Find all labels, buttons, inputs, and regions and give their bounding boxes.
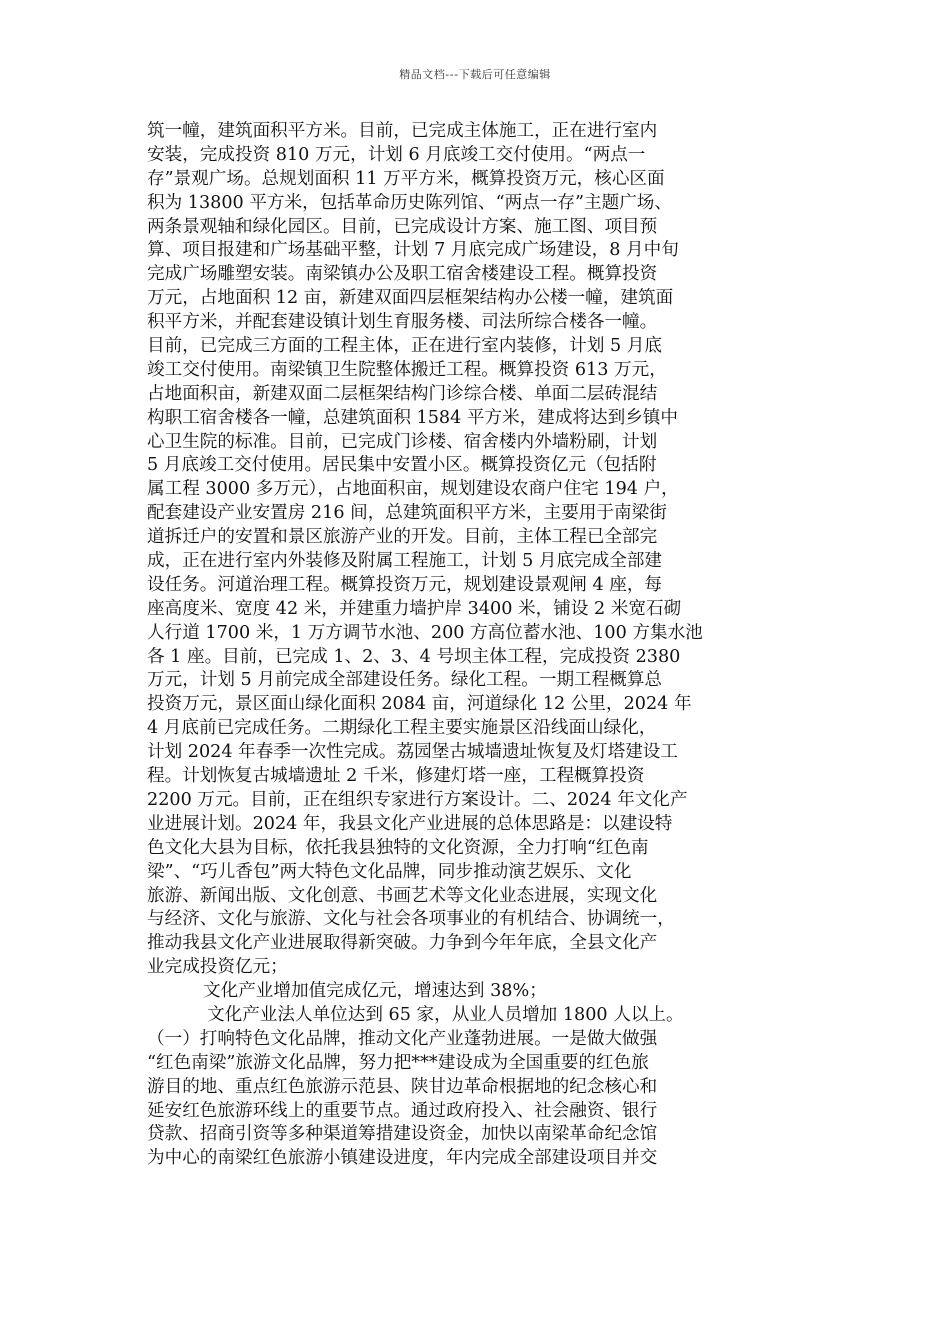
text-line: 计划 2024 年春季一次性完成。荔园堡古城墙遗址恢复及灯塔建设工 [147,742,678,763]
text-line: 筑一幢，建筑面积平方米。目前，已完成主体施工，正在进行室内 [147,121,658,141]
text-line: 游目的地、重点红色旅游示范县、陕甘边革命根据地的纪念核心和 [147,1076,658,1097]
text-line: 人行道 1700 米，1 万方调节水池、200 方高位蓄水池、100 方集水池 [147,622,703,643]
text-line: 成，正在进行室内外装修及附属工程施工，计划 5 月底完成全部建 [147,551,663,572]
text-line: 为中心的南梁红色旅游小镇建设进度，年内完成全部建设项目并交 [147,1148,658,1169]
text-line: 属工程 3000 多万元），占地面积亩，规划建设农商户住宅 194 户， [147,479,679,500]
text-line: 梁”、“巧儿香包”两大特色文化品牌，同步推动演艺娱乐、文化 [147,861,632,882]
text-line: 旅游、新闻出版、文化创意、书画艺术等文化业态进展，实现文化 [147,885,658,906]
text-line: 算、项目报建和广场基础平整，计划 7 月底完成广场建设，8 月中旬 [147,240,679,261]
text-line: 座高度米、宽度 42 米，并建重力墙护岸 3400 米，铺设 2 米宽石砌 [147,598,682,619]
text-line: 与经济、文化与旅游、文化与社会各项事业的有机结合、协调统一， [147,909,675,930]
text-line: 设任务。河道治理工程。概算投资万元，规划建设景观闸 4 座，每 [147,574,663,595]
text-line: 各 1 座。目前，已完成 1、2、3、4 号坝主体工程，完成投资 2380 [147,646,681,667]
text-line: （一）打响特色文化品牌，推动文化产业蓬勃进展。一是做大做强 [147,1028,658,1049]
text-line: 道拆迁户的安置和景区旅游产业的开发。目前，主体工程已全部完 [147,527,658,548]
text-line: 两条景观轴和绿化园区。目前，已完成设计方案、施工图、项目预 [147,216,658,237]
text-line: 贷款、招商引资等多种渠道筹措建设资金，加快以南梁革命纪念馆 [147,1124,658,1145]
text-line: 目前，已完成三方面的工程主体，正在进行室内装修，计划 5 月底 [147,336,663,357]
text-line: 万元，计划 5 月前完成全部建设任务。绿化工程。一期工程概算总 [147,670,663,691]
text-line: 程。计划恢复古城墙遗址 2 千米，修建灯塔一座，工程概算投资 [147,766,645,787]
text-line: 4 月底前已完成任务。二期绿化工程主要实施景区沿线面山绿化， [147,718,657,739]
text-line: 积为 13800 平方米，包括革命历史陈列馆、“两点一存”主题广场、 [147,192,672,213]
text-line: 延安红色旅游环线上的重要节点。通过政府投入、社会融资、银行 [147,1100,658,1121]
page-header: 精品文档---下载后可任意编辑 [399,68,551,81]
text-line: 万元，占地面积 12 亩，新建双面四层框架结构办公楼一幢，建筑面 [147,288,674,309]
text-line: 配套建设产业安置房 216 间，总建筑面积平方米，主要用于南梁街 [147,503,667,524]
text-line: 竣工交付使用。南梁镇卫生院整体搬迁工程。概算投资 613 万元， [147,359,667,380]
text-line: 5 月底竣工交付使用。居民集中安置小区。概算投资亿元（包括附 [147,455,657,476]
text-line: 投资万元，景区面山绿化面积 2084 亩，河道绿化 12 公里，2024 年 [147,694,692,715]
text-line: 积平方米，并配套建设镇计划生育服务楼、司法所综合楼各一幢。 [147,312,658,333]
text-line: 构职工宿舍楼各一幢，总建筑面积 1584 平方米，建成将达到乡镇中 [147,407,678,428]
text-line: 业完成投资亿元； [147,957,288,978]
document-body [147,120,811,1171]
text-line: 业进展计划。2024 年，我县文化产业进展的总体思路是：以建设特 [147,813,673,834]
text-line: “红色南梁”旅游文化品牌，努力把***建设成为全国重要的红色旅 [147,1052,649,1073]
text-line: 文化产业法人单位达到 65 家，从业人员增加 1800 人以上。 [207,1004,684,1025]
text-line: 完成广场雕塑安装。南梁镇办公及职工宿舍楼建设工程。概算投资 [147,264,658,285]
text-line: 安装，完成投资 810 万元，计划 6 月底竣工交付使用。“两点一 [147,144,646,165]
text-line: 占地面积亩，新建双面二层框架结构门诊综合楼、单面二层砖混结 [147,383,658,404]
text-line: 2200 万元。目前，正在组织专家进行方案设计。二、2024 年文化产 [147,789,688,810]
text-line: 文化产业增加值完成亿元，增速达到 38%； [203,981,547,1002]
text-line: 心卫生院的标准。目前，已完成门诊楼、宿舍楼内外墙粉刷，计划 [147,431,658,452]
text-line: 色文化大县为目标，依托我县独特的文化资源，全力打响“红色南 [147,837,649,858]
text-line: 存”景观广场。总规划面积 11 万平方米，概算投资万元，核心区面 [147,168,665,189]
text-line: 推动我县文化产业进展取得新突破。力争到今年年底，全县文化产 [147,933,658,954]
